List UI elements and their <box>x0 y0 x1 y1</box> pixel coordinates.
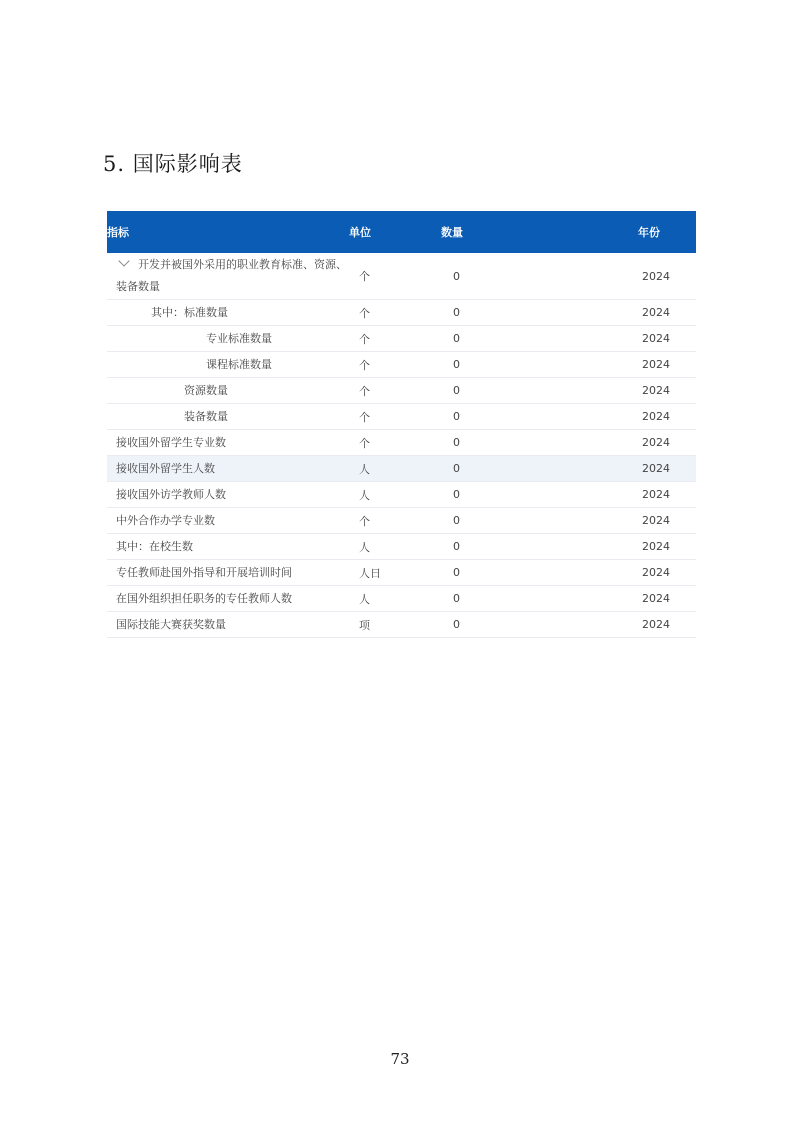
table-row[interactable] <box>107 404 696 430</box>
chevron-down-icon[interactable] <box>118 255 129 266</box>
table-row[interactable] <box>107 326 696 352</box>
row-quantity: 0 <box>441 560 601 586</box>
row-name: 专任教师赴国外指导和开展培训时间 <box>116 565 292 579</box>
table-row[interactable] <box>107 482 696 508</box>
row-year: 2024 <box>601 612 696 638</box>
table-row[interactable] <box>107 352 696 378</box>
section-title: 5. 国际影响表 <box>103 152 243 176</box>
row-year: 2024 <box>601 456 696 482</box>
header-unit: 单位 <box>349 211 441 253</box>
row-name: 其中：在校生数 <box>116 539 193 553</box>
row-unit: 个 <box>349 352 441 378</box>
row-unit: 人 <box>349 586 441 612</box>
row-name: 接收国外访学教师人数 <box>116 487 226 501</box>
row-quantity: 0 <box>441 534 601 560</box>
table-row[interactable] <box>107 378 696 404</box>
row-quantity: 0 <box>441 404 601 430</box>
row-quantity: 0 <box>441 378 601 404</box>
header-quantity: 数量 <box>441 211 601 253</box>
row-unit: 个 <box>349 430 441 456</box>
row-unit: 个 <box>349 326 441 352</box>
row-unit: 人 <box>349 534 441 560</box>
row-quantity: 0 <box>441 482 601 508</box>
table-row[interactable] <box>107 300 696 326</box>
row-year: 2024 <box>601 508 696 534</box>
row-unit: 个 <box>349 378 441 404</box>
row-year: 2024 <box>601 430 696 456</box>
row-quantity: 0 <box>441 456 601 482</box>
row-name: 在国外组织担任职务的专任教师人数 <box>116 591 292 605</box>
row-unit: 项 <box>349 612 441 638</box>
row-name: 开发并被国外采用的职业教育标准、资源、装备数量 <box>116 258 347 293</box>
row-unit: 个 <box>349 404 441 430</box>
row-name: 课程标准数量 <box>206 357 272 371</box>
row-unit: 个 <box>349 508 441 534</box>
row-quantity: 0 <box>441 300 601 326</box>
row-unit: 人 <box>349 482 441 508</box>
row-year: 2024 <box>601 326 696 352</box>
row-unit: 人日 <box>349 560 441 586</box>
header-indicator: 指标 <box>107 211 349 253</box>
row-name: 接收国外留学生人数 <box>116 461 215 475</box>
table-row[interactable] <box>107 430 696 456</box>
row-quantity: 0 <box>441 508 601 534</box>
row-name: 装备数量 <box>184 409 228 423</box>
table-row[interactable] <box>107 534 696 560</box>
header-year: 年份 <box>601 211 696 253</box>
table-row[interactable] <box>107 560 696 586</box>
row-quantity: 0 <box>441 586 601 612</box>
table-row[interactable] <box>107 456 696 482</box>
table-row[interactable] <box>107 508 696 534</box>
row-quantity: 0 <box>441 612 601 638</box>
row-quantity: 0 <box>441 326 601 352</box>
table-row[interactable] <box>107 612 696 638</box>
row-name: 资源数量 <box>184 383 228 397</box>
row-year: 2024 <box>601 378 696 404</box>
row-name: 国际技能大赛获奖数量 <box>116 617 226 631</box>
row-unit: 个 <box>349 253 441 300</box>
row-year: 2024 <box>601 534 696 560</box>
row-year: 2024 <box>601 586 696 612</box>
page-number: 73 <box>390 1050 410 1068</box>
row-unit: 人 <box>349 456 441 482</box>
row-year: 2024 <box>601 482 696 508</box>
row-name: 中外合作办学专业数 <box>116 513 215 527</box>
row-quantity: 0 <box>441 430 601 456</box>
row-quantity: 0 <box>441 352 601 378</box>
row-quantity: 0 <box>441 253 601 300</box>
row-unit: 个 <box>349 300 441 326</box>
table-header-row <box>107 211 696 253</box>
row-year: 2024 <box>601 352 696 378</box>
row-year: 2024 <box>601 404 696 430</box>
row-name: 其中：标准数量 <box>151 305 228 319</box>
row-year: 2024 <box>601 560 696 586</box>
table-row[interactable] <box>107 253 696 300</box>
row-year: 2024 <box>601 300 696 326</box>
international-influence-table <box>107 211 696 638</box>
table-row[interactable] <box>107 586 696 612</box>
row-name: 接收国外留学生专业数 <box>116 435 226 449</box>
row-year: 2024 <box>601 253 696 300</box>
row-name: 专业标准数量 <box>206 331 272 345</box>
